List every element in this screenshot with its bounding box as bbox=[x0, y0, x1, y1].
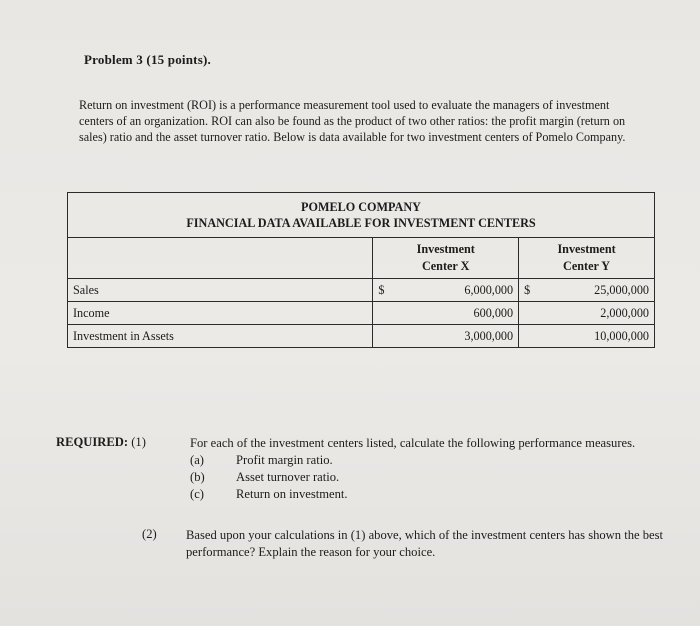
dollar-sign bbox=[373, 302, 395, 325]
center-y-value: 25,000,000 bbox=[539, 279, 654, 302]
sub-item-a bbox=[190, 452, 670, 469]
required-heading bbox=[56, 435, 146, 450]
required-item-1-text: For each of the investment centers listed, calculate the following performance measures. bbox=[190, 436, 636, 450]
center-y-line2: Center Y bbox=[563, 259, 611, 273]
required-label: REQUIRED: bbox=[56, 435, 129, 449]
column-header-row bbox=[68, 238, 655, 279]
column-header-blank bbox=[68, 238, 373, 279]
table-title-company: POMELO COMPANY bbox=[301, 200, 421, 214]
table-title-subtitle: FINANCIAL DATA AVAILABLE FOR INVESTMENT CENTERS bbox=[186, 216, 536, 230]
table-title bbox=[68, 193, 655, 238]
dollar-sign bbox=[519, 325, 539, 348]
column-header-center-y bbox=[519, 238, 655, 279]
problem-intro: Return on investment (ROI) is a performance measurement tool used to evaluate the managers of investment centers of an organization. ROI can also be found as the product of two other ratios: the profit margin (return on sales) ratio and the asset turnover ratio. Below is data available for two investment centers of Pomelo Company. bbox=[79, 98, 626, 144]
center-y-value: 2,000,000 bbox=[539, 302, 654, 325]
table-row bbox=[68, 279, 655, 302]
sub-item-letter: (b) bbox=[190, 469, 205, 484]
financial-data-table bbox=[67, 192, 655, 348]
required-item-number-2: (2) bbox=[142, 527, 157, 541]
row-label: Investment in Assets bbox=[68, 325, 373, 348]
dollar-sign bbox=[373, 325, 395, 348]
column-header-center-x bbox=[373, 238, 519, 279]
center-x-value: 3,000,000 bbox=[395, 325, 518, 348]
dollar-sign bbox=[519, 302, 539, 325]
center-x-line2: Center X bbox=[421, 259, 470, 273]
sub-item-text: Asset turnover ratio. bbox=[236, 469, 340, 484]
table-title-row bbox=[68, 193, 655, 238]
center-x-line1: Investment bbox=[416, 242, 475, 256]
center-x-value: 600,000 bbox=[395, 302, 518, 325]
dollar-sign: $ bbox=[519, 279, 539, 302]
sub-item-b bbox=[190, 469, 670, 486]
sub-item-text: Profit margin ratio. bbox=[236, 452, 333, 467]
dollar-sign: $ bbox=[373, 279, 395, 302]
required-item-2-text: Based upon your calculations in (1) above, which of the investment centers has shown the best performance? Explain the reason for your choice. bbox=[186, 528, 664, 559]
sub-item-letter: (a) bbox=[190, 452, 204, 467]
required-item-number-1: (1) bbox=[131, 435, 146, 449]
center-y-line1: Investment bbox=[557, 242, 616, 256]
row-label: Income bbox=[68, 302, 373, 325]
table-row bbox=[68, 302, 655, 325]
required-item-1 bbox=[190, 435, 670, 503]
center-y-value: 10,000,000 bbox=[539, 325, 654, 348]
sub-item-c bbox=[190, 486, 670, 503]
problem-title: Problem 3 (15 points). bbox=[84, 52, 211, 67]
table-row bbox=[68, 325, 655, 348]
sub-item-text: Return on investment. bbox=[236, 486, 348, 501]
row-label: Sales bbox=[68, 279, 373, 302]
sub-item-letter: (c) bbox=[190, 486, 204, 501]
center-x-value: 6,000,000 bbox=[395, 279, 518, 302]
